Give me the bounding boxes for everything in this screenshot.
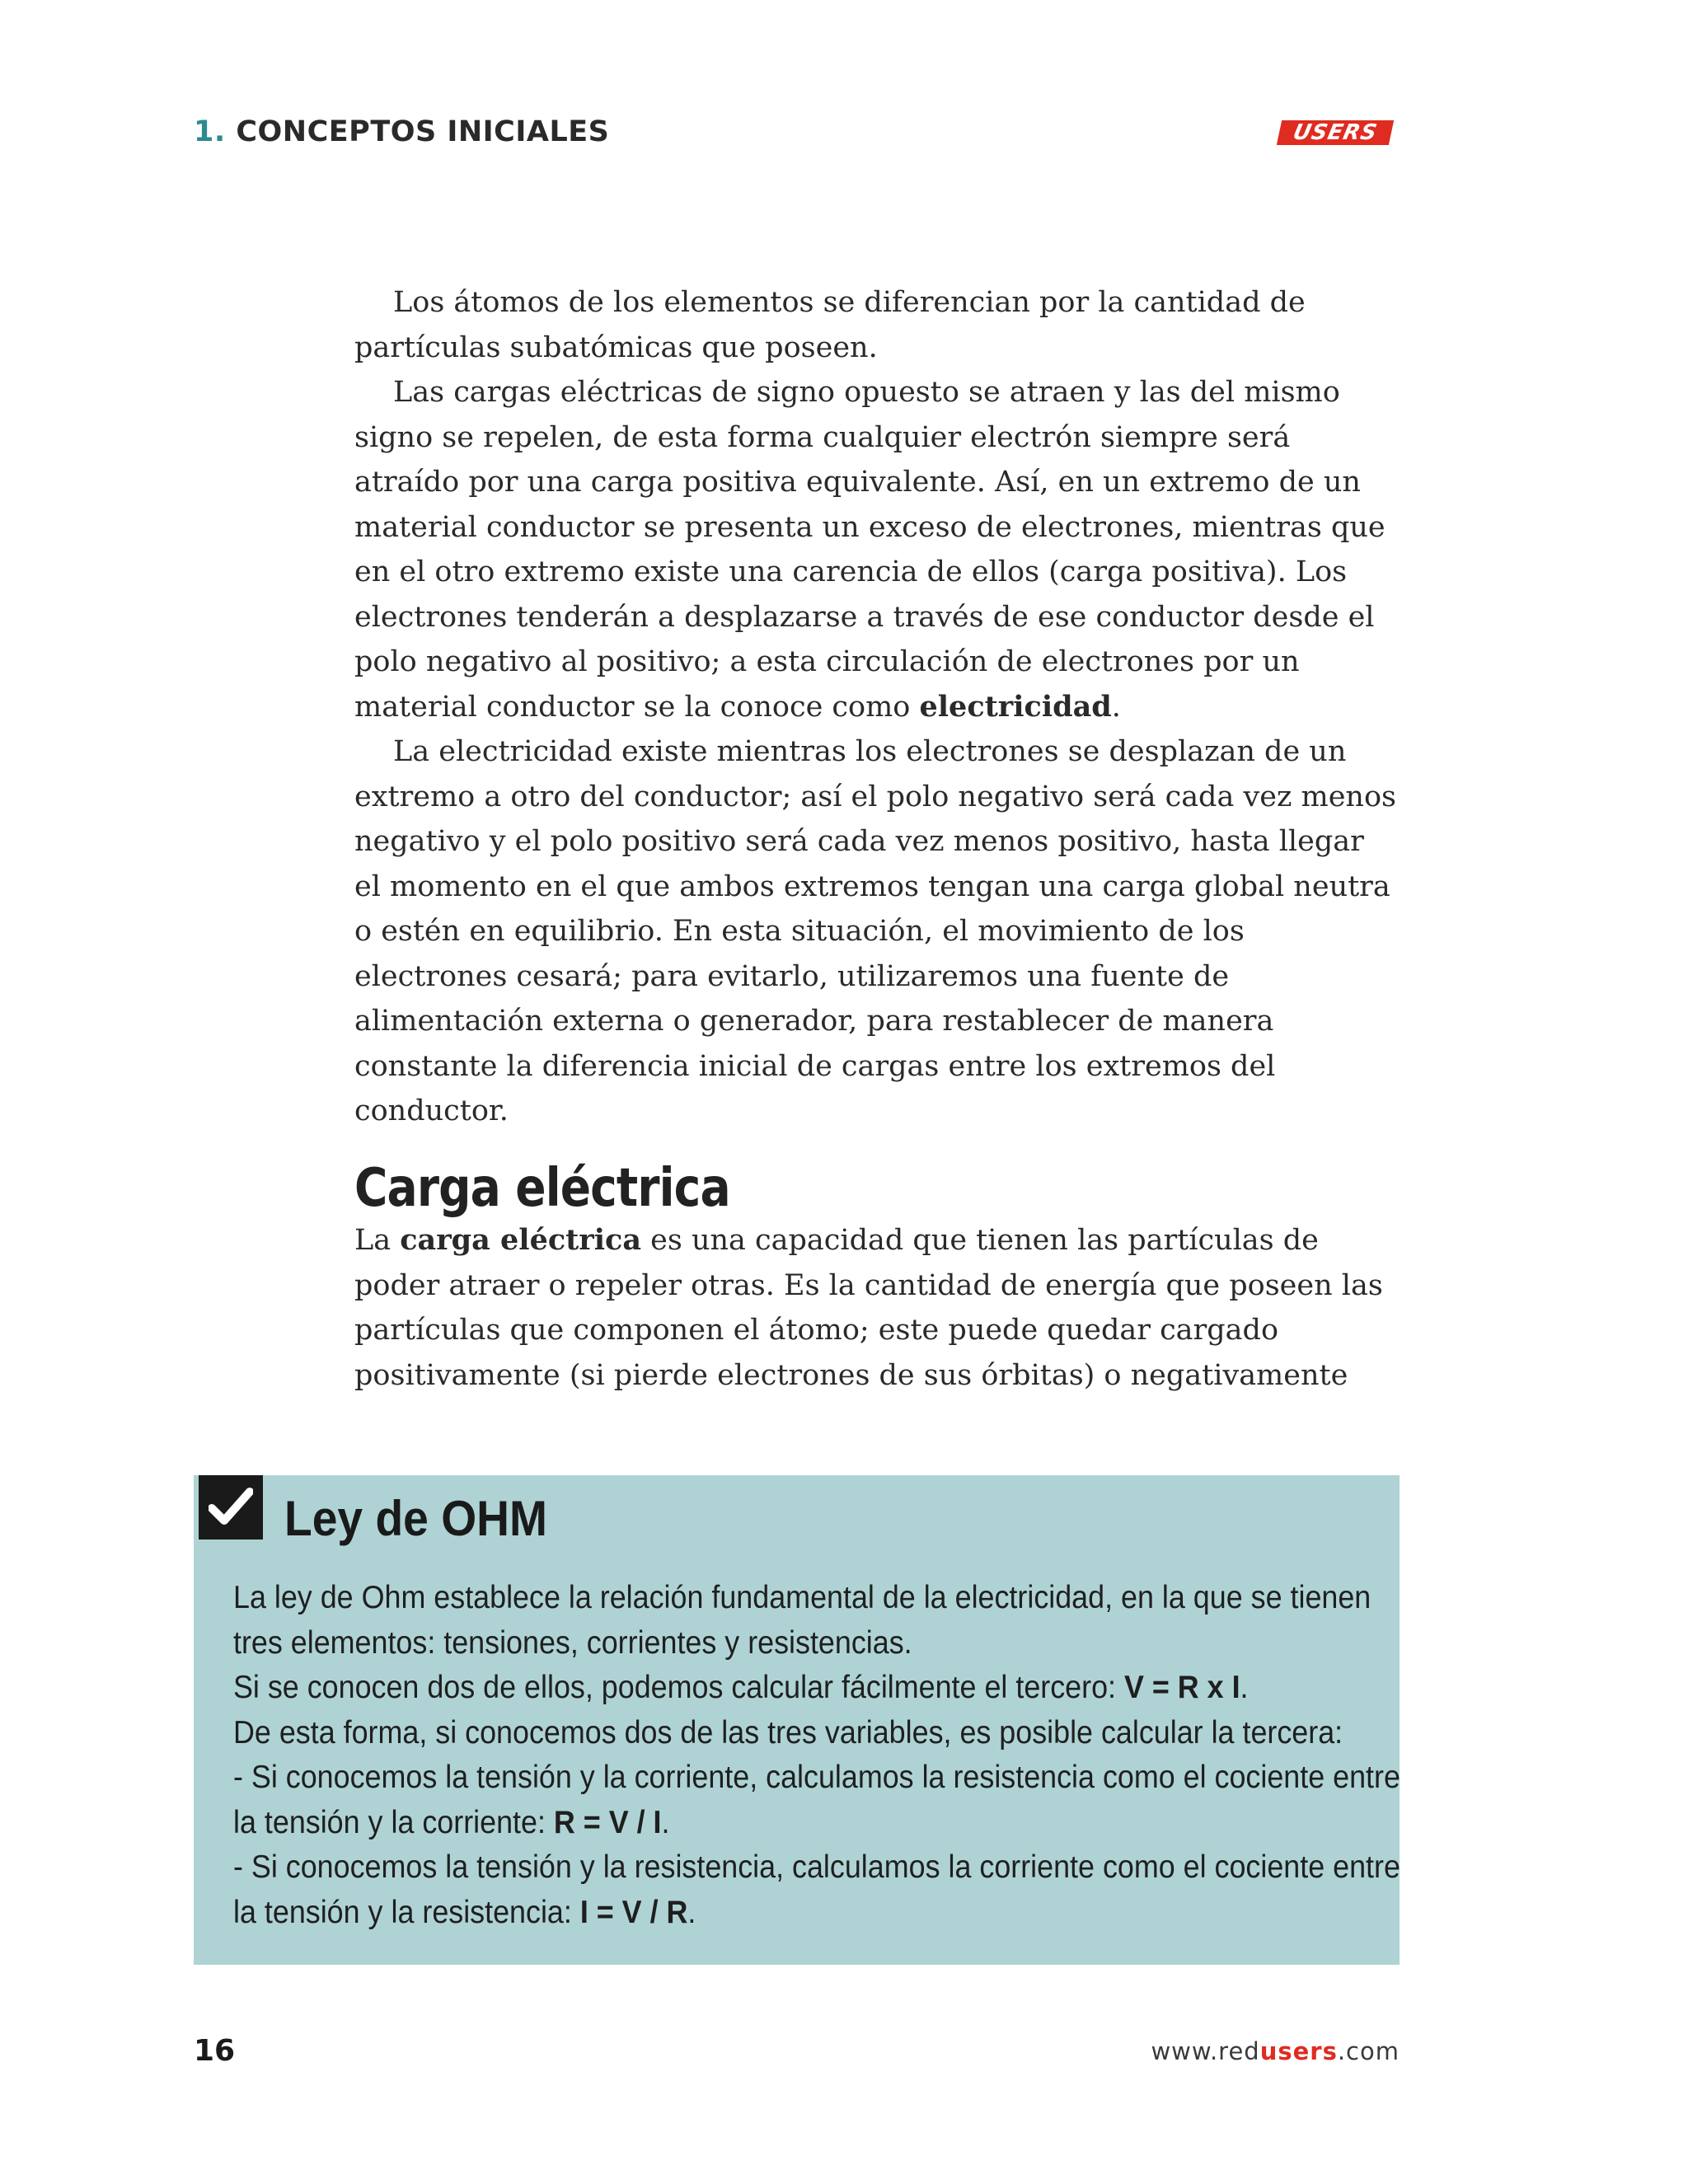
term-carga-electrica: carga eléctrica (400, 1223, 642, 1257)
formula-v: V = R x I (1123, 1670, 1240, 1705)
paragraph-1: Los átomos de los elementos se diferencian por la cantidad de partículas subatómicas que poseen. (354, 286, 1306, 364)
section-paragraph-start: La (354, 1224, 401, 1257)
chapter-title: CONCEPTOS INICIALES (236, 115, 610, 148)
users-logo: USERS (1277, 120, 1394, 145)
box-line-4 (233, 1755, 1404, 1845)
formula-i: I = V / R (579, 1894, 688, 1930)
box-line-5-text: - Si conocemos la tensión y la resistencia, calculamos la corriente como el cociente entre la tensión y la resistencia: (233, 1849, 1400, 1930)
footer-url-end: .com (1337, 2037, 1400, 2065)
box-line-2-period: . (1240, 1670, 1249, 1705)
formula-r: R = V / I (553, 1804, 662, 1840)
ohm-law-box (194, 1475, 1400, 1965)
chapter-heading (194, 115, 609, 148)
paragraph-2-text: Las cargas eléctricas de signo opuesto se atraen y las del mismo signo se repelen, de esta forma cualquier electrón siempre será atraído por una carga positiva equivalente. Así, en un extremo de un material conductor se presenta un exceso de electrones, mientras que en el otro extremo existe una carencia de ellos (carga positiva). Los electrones tenderán a desplazarse a través de ese conductor desde el polo negativo al positivo; a esta circulación de electrones por un material conductor se la conoce como (354, 376, 1386, 724)
section-text (354, 1218, 1397, 1398)
chapter-number: 1. (194, 115, 226, 148)
term-electricidad: electricidad (919, 689, 1112, 724)
box-line-3: De esta forma, si conocemos dos de las tres variables, es posible calcular la tercera: (233, 1714, 1343, 1750)
page-header (194, 115, 1391, 157)
box-line-4-text: - Si conocemos la tensión y la corriente, calculamos la resistencia como el cociente entre la tensión y la corriente: (233, 1760, 1400, 1840)
box-line-5-period: . (687, 1894, 696, 1930)
section-paragraph (354, 1218, 1397, 1398)
box-line-2-text: Si se conocen dos de ellos, podemos calcular fácilmente el tercero: (233, 1670, 1124, 1705)
box-line-1: La ley de Ohm establece la relación fundamental de la electricidad, en la que se tienen tres elementos: tensiones, corrientes y resistencias. (233, 1580, 1372, 1661)
box-text (233, 1576, 1412, 1935)
paragraph-2-end: . (1111, 690, 1121, 724)
page-number: 16 (194, 2034, 236, 2068)
paragraph-2 (354, 370, 1397, 729)
section-title: Carga eléctrica (354, 1158, 730, 1219)
box-line-2 (233, 1666, 1404, 1711)
section-paragraph-rest: es una capacidad que tienen las partículas de poder atraer o repeler otras. Es la cantidad de energía que poseen las partículas que componen el átomo; este puede quedar cargado positivamente (si pierde electrones de sus órbitas) o negativamente (354, 1224, 1383, 1392)
paragraph-3: La electricidad existe mientras los electrones se desplazan de un extremo a otro del conductor; así el polo negativo será cada vez menos negativo y el polo positivo será cada vez menos positivo, hasta llegar el momento en el que ambos extremos tengan una carga global neutra o estén en equilibrio. En esta situación, el movimiento de los electrones cesará; para evitarlo, utilizaremos una fuente de alimentación externa o generador, para restablecer de manera constante la diferencia inicial de cargas entre los extremos del conductor. (354, 735, 1396, 1127)
box-line-5 (233, 1845, 1404, 1935)
footer-url-start: www.red (1151, 2037, 1260, 2065)
box-line-4-period: . (661, 1804, 670, 1840)
body-text (354, 280, 1397, 1134)
box-title: Ley de OHM (284, 1491, 547, 1546)
footer-url[interactable] (1151, 2037, 1400, 2065)
checkmark-icon (199, 1475, 263, 1540)
footer-url-brand: users (1259, 2037, 1338, 2065)
